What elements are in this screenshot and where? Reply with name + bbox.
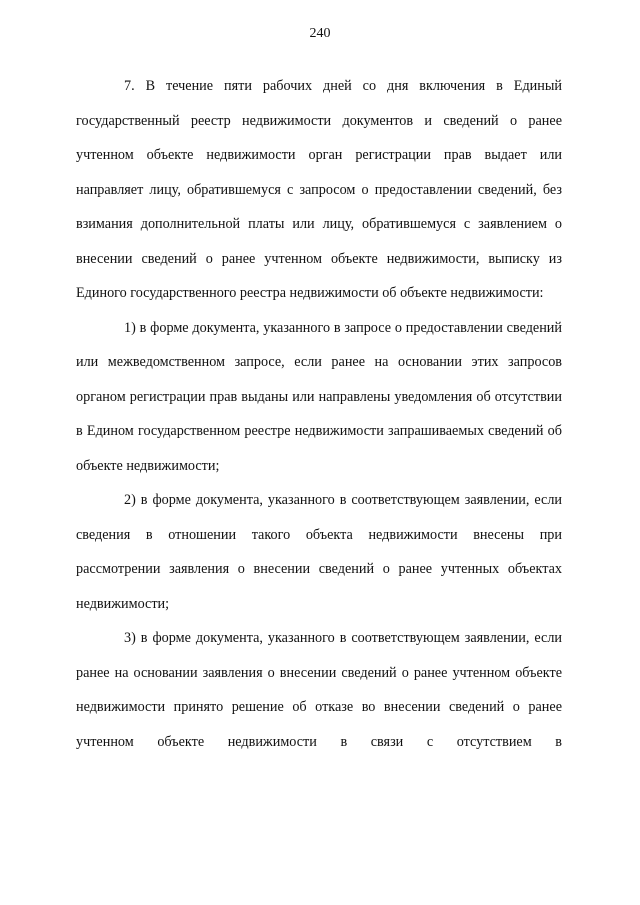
document-body (76, 69, 562, 759)
paragraph-item-3: 3) в форме документа, указанного в соответствующем заявлении, если ранее на основании заявления о внесении сведений о ранее учтенном объекте недвижимости принято решение об отказе во внесении сведений о ранее учтенном объекте недвижимости в связи с отсутствием в (76, 630, 562, 750)
page-number: 240 (309, 26, 331, 41)
paragraph-item-2: 2) в форме документа, указанного в соответствующем заявлении, если сведения в отношении такого объекта недвижимости внесены при рассмотрении заявления о внесении сведений о ранее учтенных объектах недвижимости; (76, 492, 562, 612)
paragraph-item-1: 1) в форме документа, указанного в запросе о предоставлении сведений или межведомственном запросе, если ранее на основании этих запросов органом регистрации прав выданы или направлены уведомления об отсутствии в Едином государственном реестре недвижимости запрашиваемых сведений об объекте недвижимости; (76, 319, 562, 474)
paragraph-7: 7. В течение пяти рабочих дней со дня включения в Единый государственный реестр недвижимости документов и сведений о ранее учтенном объекте недвижимости орган регистрации прав выдает или направляет лицу, обратившемуся с запросом о предоставлении сведений, без взимания дополнительной платы или лицу, обратившемуся с заявлением о внесении сведений о ранее учтенном объекте недвижимости, выписку из Единого государственного реестра недвижимости об объекте недвижимости: (76, 78, 562, 301)
